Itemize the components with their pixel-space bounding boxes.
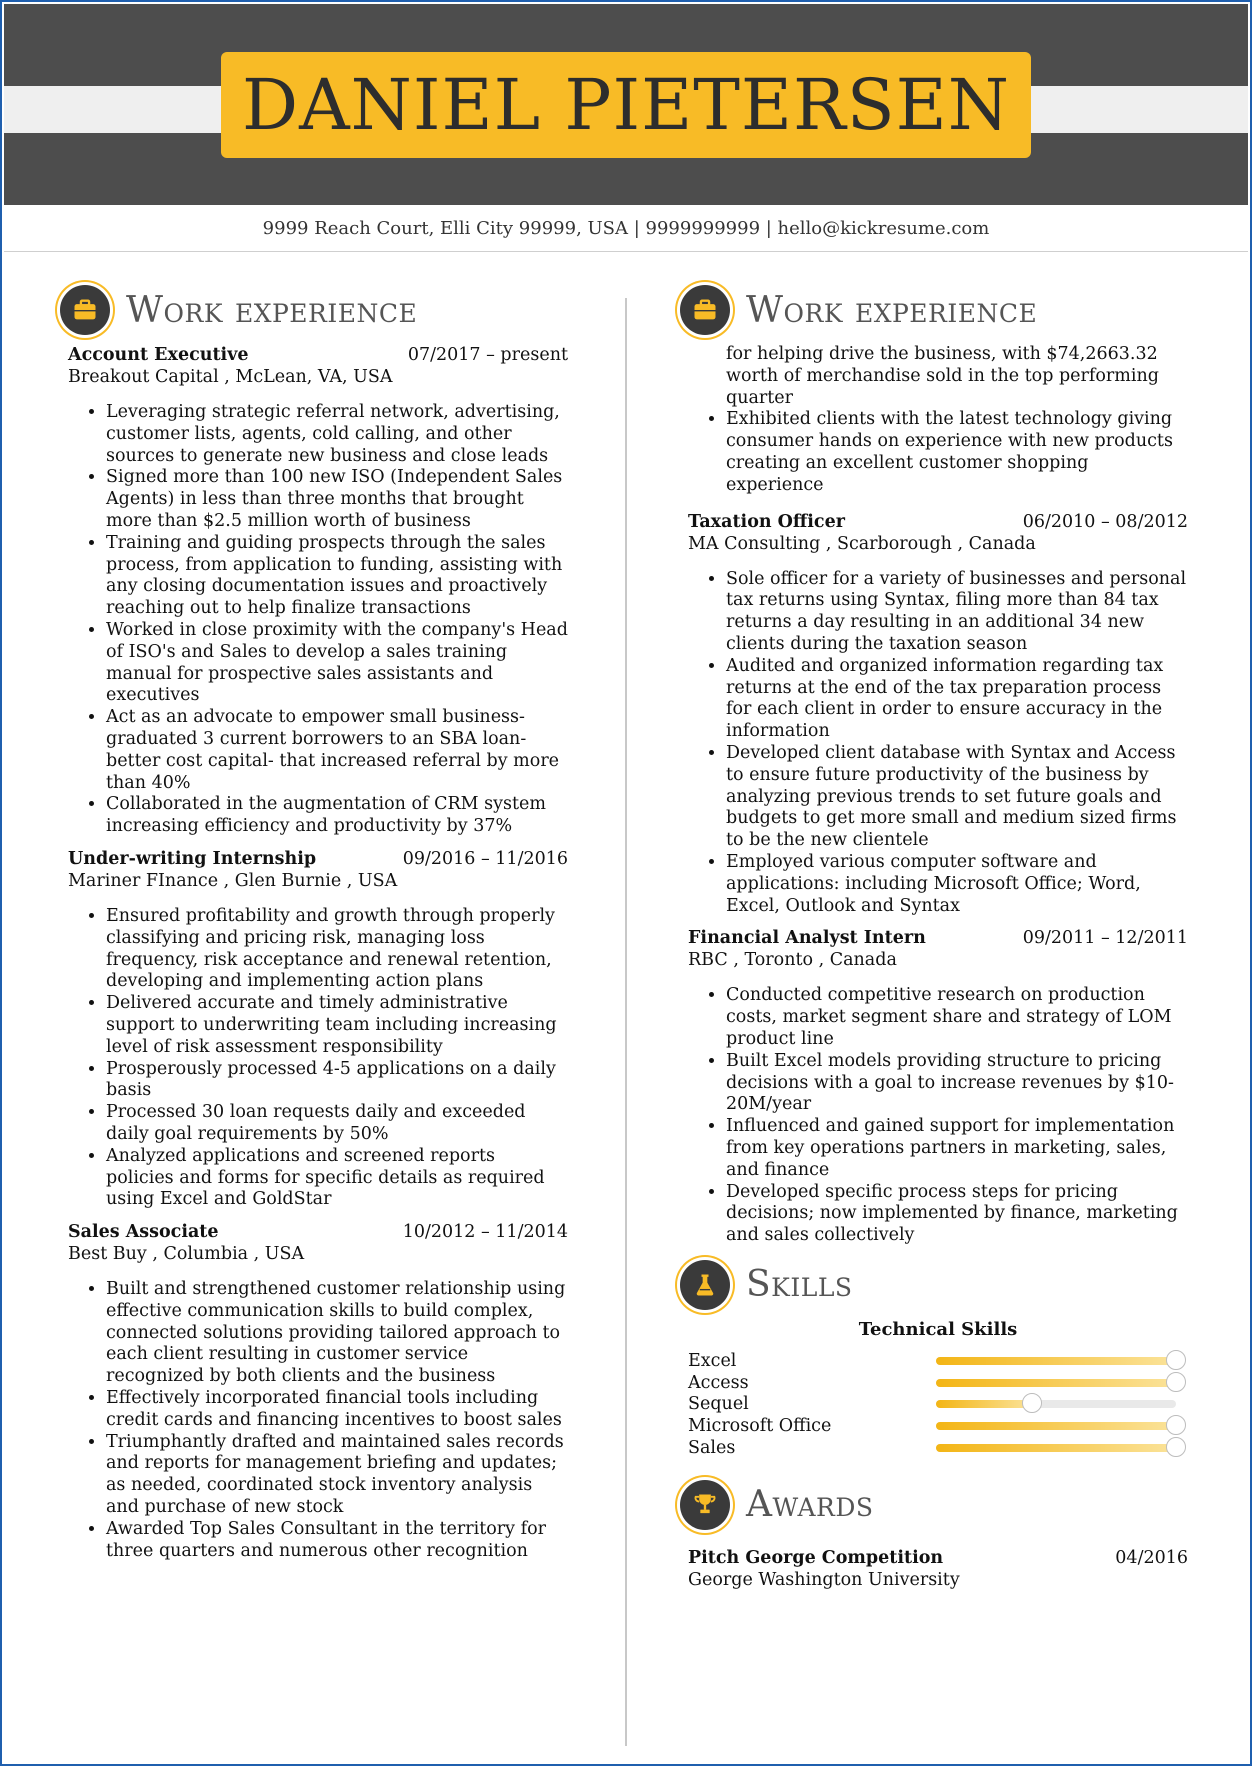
skill-name: Sequel bbox=[688, 1394, 749, 1415]
trophy-icon bbox=[680, 1480, 730, 1530]
job-entry bbox=[688, 927, 1188, 1247]
section-header-skills bbox=[680, 1257, 1188, 1313]
list-item: • Act as an advocate to empower small business- graduated 3 current borrowers to an SBA loan- better cost capital- that increased referral by more than 40% bbox=[106, 707, 568, 794]
award-date: 04/2016 bbox=[1115, 1547, 1188, 1568]
list-item: • Leveraging strategic referral network, advertising, customer lists, agents, cold calling, and other sources to generate new business and close leads bbox=[106, 402, 568, 467]
job-date: 06/2010 – 08/2012 bbox=[1022, 511, 1188, 532]
section-header-awards bbox=[680, 1477, 1188, 1533]
section-header-work-experience bbox=[680, 282, 1188, 338]
skill-bar-knob bbox=[1166, 1372, 1186, 1392]
job-company: Best Buy , Columbia , USA bbox=[68, 1244, 305, 1265]
list-item: • Ensured profitability and growth through properly classifying and pricing risk, managing loss frequency, risk acceptance and renewal retention, developing and implementing action plans bbox=[106, 906, 568, 993]
skill-bar bbox=[936, 1379, 1176, 1387]
job-entry bbox=[68, 1221, 568, 1562]
job-company: MA Consulting , Scarborough , Canada bbox=[688, 533, 1036, 554]
list-item: • Developed client database with Syntax and Access to ensure future productivity of the business by analyzing previous trends to set future goals and budgets to get more small and medium sized firms to be the new clientele bbox=[726, 743, 1188, 852]
job-company: Mariner FInance , Glen Burnie , USA bbox=[68, 870, 398, 891]
contact-divider bbox=[4, 251, 1248, 252]
skill-row bbox=[688, 1393, 1188, 1415]
skills-list bbox=[688, 1350, 1188, 1459]
list-item: • Triumphantly drafted and maintained sales records and reports for management briefing and updates; as needed, coordinated stock inventory analysis and purchase of new stock bbox=[106, 1432, 568, 1519]
skill-bar-fill bbox=[936, 1444, 1176, 1452]
list-item: • Training and guiding prospects through the sales process, from application to funding, assisting with any closing documentation issues and proactively reaching out to help finalize transactions bbox=[106, 533, 568, 620]
job-title: Taxation Officer bbox=[688, 511, 845, 532]
skill-bar-knob bbox=[1166, 1437, 1186, 1457]
skill-row bbox=[688, 1415, 1188, 1437]
column-divider bbox=[625, 298, 627, 1746]
skill-name: Excel bbox=[688, 1350, 737, 1371]
job-title: Under-writing Internship bbox=[68, 848, 317, 869]
skill-name: Sales bbox=[688, 1437, 736, 1458]
list-item: • Worked in close proximity with the company's Head of ISO's and Sales to develop a sales training manual for prospective sales assistants and executives bbox=[106, 620, 568, 707]
skills-subtitle: Technical Skills bbox=[858, 1318, 1018, 1340]
skill-bar bbox=[936, 1357, 1176, 1365]
list-item: • Developed specific process steps for pricing decisions; now implemented by finance, marketing and sales collectively bbox=[726, 1182, 1188, 1247]
section-title: Awards bbox=[746, 1484, 874, 1526]
job-entry bbox=[688, 511, 1188, 918]
briefcase-icon bbox=[60, 285, 110, 335]
list-item: • Conducted competitive research on production costs, market segment share and strategy of LOM product line bbox=[726, 985, 1188, 1050]
section-header-work-experience bbox=[60, 282, 568, 338]
list-item: • Processed 30 loan requests daily and exceeded daily goal requirements by 50% bbox=[106, 1102, 568, 1146]
candidate-name: DANIEL PIETERSEN bbox=[241, 64, 1011, 146]
award-title: Pitch George Competition bbox=[688, 1547, 944, 1568]
job-company: Breakout Capital , McLean, VA, USA bbox=[68, 367, 393, 387]
section-title: Skills bbox=[746, 1264, 853, 1306]
list-item: • Audited and organized information regarding tax returns at the end of the tax preparation process for each client in order to ensure accuracy in the information bbox=[726, 656, 1188, 743]
job-bullets-continued bbox=[688, 344, 1188, 497]
list-item: • Built Excel models providing structure to pricing decisions with a goal to increase revenues by $10-20M/year bbox=[726, 1051, 1188, 1116]
list-item: • Signed more than 100 new ISO (Independent Sales Agents) in less than three months that brought more than $2.5 million worth of business bbox=[106, 467, 568, 532]
flask-icon bbox=[680, 1260, 730, 1310]
job-title: Financial Analyst Intern bbox=[688, 928, 926, 949]
job-bullets bbox=[688, 985, 1188, 1247]
skill-bar bbox=[936, 1400, 1176, 1408]
skill-bar-knob bbox=[1022, 1393, 1042, 1413]
skill-bar-knob bbox=[1166, 1350, 1186, 1370]
skill-row bbox=[688, 1372, 1188, 1394]
list-item: • Employed various computer software and applications: including Microsoft Office; Word, Excel, Outlook and Syntax bbox=[726, 852, 1188, 917]
job-date: 10/2012 – 11/2014 bbox=[402, 1222, 568, 1243]
right-column bbox=[688, 282, 1188, 1591]
skill-bar bbox=[936, 1422, 1176, 1430]
list-item: • Collaborated in the augmentation of CRM system increasing efficiency and productivity by 37% bbox=[106, 794, 568, 838]
list-item: • Analyzed applications and screened reports policies and forms for specific details as required using Excel and GoldStar bbox=[106, 1146, 568, 1211]
list-item: • Exhibited clients with the latest technology giving consumer hands on experience with new products creating an excellent customer shopping experience bbox=[726, 409, 1188, 496]
job-bullets bbox=[68, 906, 568, 1211]
award-entry bbox=[688, 1547, 1188, 1569]
skill-name: Microsoft Office bbox=[688, 1416, 832, 1437]
skill-bar bbox=[936, 1444, 1176, 1452]
contact-line: 9999 Reach Court, Elli City 99999, USA | 9999999999 | hello@kickresume.com bbox=[262, 218, 990, 239]
job-date: 07/2017 – present bbox=[407, 345, 568, 365]
skill-bar-fill bbox=[936, 1379, 1176, 1387]
job-title: Sales Associate bbox=[68, 1222, 219, 1243]
list-item: for helping drive the business, with $74,2663.32 worth of merchandise sold in the top performing quarter bbox=[726, 344, 1159, 408]
job-company: RBC , Toronto , Canada bbox=[688, 950, 897, 971]
skill-bar-knob bbox=[1166, 1415, 1186, 1435]
list-item: • Prosperously processed 4-5 applications on a daily basis bbox=[106, 1059, 568, 1103]
list-item: • Built and strengthened customer relationship using effective communication skills to build complex, connected solutions providing tailored approach to each client resulting in customer service recognized by both clients and the business bbox=[106, 1279, 568, 1388]
list-item: • Influenced and gained support for implementation from key operations partners in marketing, sales, and finance bbox=[726, 1116, 1188, 1181]
list-item: • Effectively incorporated financial tools including credit cards and financing incentives to boost sales bbox=[106, 1388, 568, 1432]
section-title: Work experience bbox=[746, 289, 1038, 331]
job-entry bbox=[68, 344, 568, 838]
skill-bar-fill bbox=[936, 1357, 1176, 1365]
award-organization: George Washington University bbox=[688, 1569, 960, 1590]
job-entry bbox=[68, 848, 568, 1211]
skill-row bbox=[688, 1350, 1188, 1372]
left-column bbox=[68, 282, 568, 1572]
job-date: 09/2016 – 11/2016 bbox=[402, 848, 568, 869]
skill-name: Access bbox=[688, 1372, 749, 1393]
list-item: • Delivered accurate and timely administrative support to underwriting team including increasing level of risk assessment responsibility bbox=[106, 993, 568, 1058]
name-banner bbox=[221, 52, 1031, 158]
job-bullets bbox=[68, 402, 568, 838]
job-date: 09/2011 – 12/2011 bbox=[1022, 928, 1188, 949]
list-item: • Awarded Top Sales Consultant in the territory for three quarters and numerous other recognition bbox=[106, 1519, 568, 1563]
briefcase-icon bbox=[680, 285, 730, 335]
skill-bar-fill bbox=[936, 1422, 1176, 1430]
job-bullets bbox=[688, 569, 1188, 918]
section-title: Work experience bbox=[126, 289, 418, 331]
job-title: Account Executive bbox=[68, 345, 249, 365]
skill-row bbox=[688, 1437, 1188, 1459]
list-item: • Sole officer for a variety of businesses and personal tax returns using Syntax, filing more than 84 tax returns a day resulting in an additional 34 new clients during the taxation season bbox=[726, 569, 1188, 656]
job-bullets bbox=[68, 1279, 568, 1562]
skill-bar-fill bbox=[936, 1400, 1032, 1408]
